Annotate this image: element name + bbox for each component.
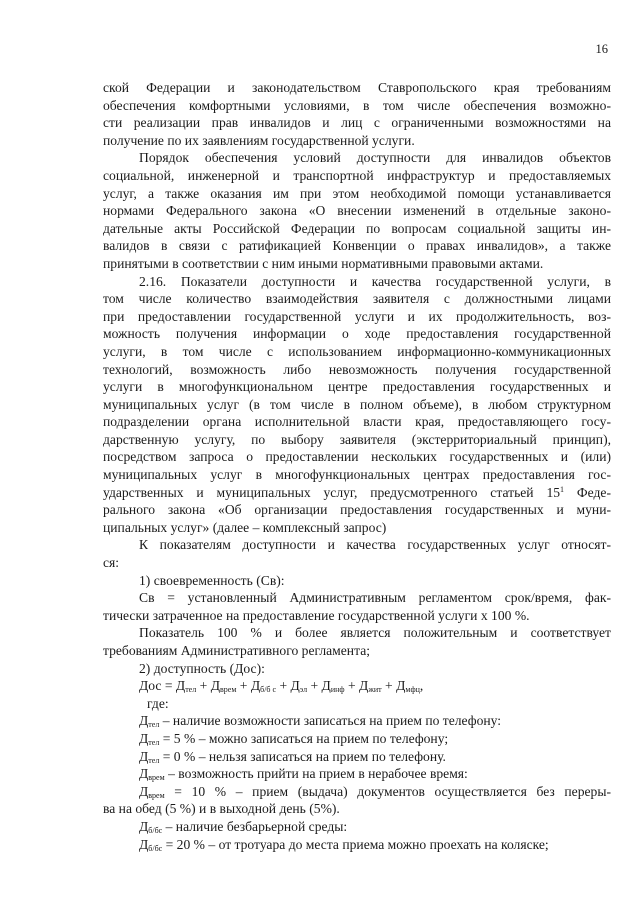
text-line: ципальных услуг» (далее – комплексный запрос) [103,519,387,535]
text-line: услуги в многофункциональном центре предоставления государственных и [103,379,611,395]
text-line: ва на обед (5 %) и в выходной день (5%). [103,801,340,817]
text-line: посредством запроса о предоставлении нескольких государственных и (или) [103,449,611,465]
text-line: услуг, а также оказания им при этом необходимой помощи устанавливается [103,185,611,201]
text-line: $Д_{тел} = 0$ % – нельзя записаться на прием по телефону. [139,748,446,765]
text-line: Дос = $Д_{тел} + Д_{врем} + Д_{б/б с} + Д_{эл} + Д_{инф} + Д_{жит} + Д_{мфц}$, [139,678,424,695]
document-body [103,79,611,853]
text-line: где: [147,695,169,711]
text-line: 2.16. Показатели доступности и качества государственной услуги, в [139,273,611,289]
text-line: дарственную услугу, по выбору заявителя (экстерриториальный принцип), [103,431,611,447]
text-line: $Д_{тел} = 5$ % – можно записаться на прием по телефону; [139,730,449,747]
text-line: Показатель 100 % и более является положительным и соответствует [139,625,611,641]
text-line: $Д_{врем} = 10$ % – прием (выдача) документов осуществляется без переры- [139,783,611,800]
text-line: ской Федерации и законодательством Ставропольского края требованиям [103,80,611,95]
text-line: $Д_{тел}$ – наличие возможности записаться на прием по телефону: [139,713,502,730]
text-line: принятыми в соответствии с ним иными нормативными правовыми актами. [103,255,544,271]
text-line: рального закона «Об организации предоставления государственных и муни- [103,502,611,518]
text-line: ся: [103,555,120,571]
text-line: социальной, инженерной и транспортной инфраструктур и предоставляемых [103,167,611,183]
page-number: 16 [595,42,608,56]
text-line: нормами Федерального закона «О внесении изменений в отдельные законо- [103,203,611,219]
text-line: дательные акты Российской Федерации по вопросам социальной защиты ин- [103,220,611,236]
text-line: при предоставлении государственной услуги и их продолжительность, воз- [103,308,611,324]
text-line: муниципальных услуг в многофункциональных центрах предоставления гос- [103,467,611,483]
text-line: сти реализации прав инвалидов и лиц с ограниченными возможностями на [103,115,611,131]
text-line: Порядок обеспечения условий доступности для инвалидов объектов [139,150,611,166]
text-line: получение по их заявлениям государственной услуги. [103,132,415,148]
text-line: обеспечения комфортными условиями, в том числе обеспечения возможно- [103,97,611,113]
text-line: $Д_{б/бс} = 20$ % – от тротуара до места приема можно проехать на коляске; [139,836,549,853]
text-line: муниципальных услуг (в том числе в полном объеме), в любом структурном [103,396,611,412]
text-line: 2) доступность (Дос): [139,660,265,676]
text-line: технологий, возможность либо невозможность получения государственной [103,361,611,377]
text-line: ударственных и муниципальных услуг, предусмотренного статьей $15^1$ Феде- [103,484,611,500]
text-line: Св = установленный Административным регламентом срок/время, фак- [139,590,611,606]
text-line: тически затраченное на предоставление государственной услуги х 100 %. [103,607,530,623]
text-line: можность получения информации о ходе предоставления государственной [103,326,611,342]
text-line: К показателям доступности и качества государственных услуг относят- [139,537,611,553]
text-line: $Д_{врем}$ – возможность прийти на прием в нерабочее время: [139,766,468,783]
text-line: валидов в связи с ратификацией Конвенции о правах инвалидов», а также [103,238,611,254]
text-line: требованиям Административного регламента; [103,643,371,658]
text-line: том числе количество взаимодействия заявителя с должностными лицами [103,291,611,307]
text-line: 1) своевременность (Св): [139,572,285,588]
text-line: услуги, в том числе с использованием информационно-коммуникационных [103,343,611,359]
text-line: $Д_{б/бс}$ – наличие безбарьерной среды: [139,818,348,835]
text-line: подразделении органа исполнительной власти края, предоставляющего госу- [103,414,611,430]
